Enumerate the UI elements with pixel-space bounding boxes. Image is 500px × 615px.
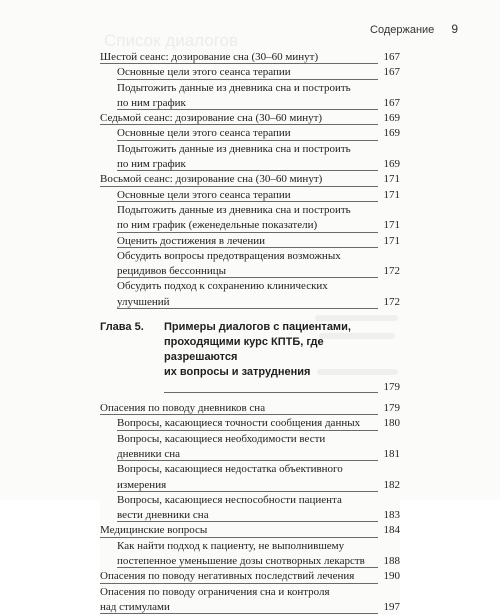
dot-leader (100, 63, 378, 64)
toc-entry (100, 218, 400, 233)
toc-entry-text: Вопросы, касающиеся недостатка объективного (117, 463, 343, 476)
toc-entry-text: дневники сна (117, 447, 180, 460)
toc-entry-page: 169 (383, 127, 400, 140)
toc-entry (100, 65, 400, 80)
toc-entry-text: Основные цели этого сеанса терапии (117, 188, 291, 201)
toc-entry-text: над стимулами (100, 600, 170, 613)
toc-entry-text: Вопросы, касающиеся неспособности пациента (117, 493, 342, 506)
toc-entry-page: 197 (383, 600, 400, 613)
dot-leader (117, 277, 378, 278)
dot-leader (100, 124, 378, 125)
dot-leader (117, 247, 378, 248)
toc-entry-text: Как найти подход к пациенту, не выполнившему (117, 539, 345, 552)
toc-entry-page: 180 (383, 417, 400, 430)
toc-entry (100, 600, 400, 615)
chapter-page-number: 179 (383, 381, 400, 394)
running-head (370, 22, 458, 37)
chapter-page-row (164, 380, 400, 395)
dot-leader (117, 140, 378, 141)
toc-entry (100, 172, 400, 187)
dot-leader (100, 613, 378, 614)
toc-entry-text: Подытожить данные из дневника сна и построить (117, 81, 351, 94)
toc-entry (100, 416, 400, 431)
chapter-label: Глава 5. (100, 321, 144, 334)
toc-entry-text: рецидивов бессонницы (117, 265, 227, 278)
ghost-heading: Список диалогов (104, 31, 239, 50)
dot-leader (117, 170, 378, 171)
toc-entry (100, 432, 400, 447)
toc-entry (100, 157, 400, 172)
dot-leader (117, 308, 378, 309)
toc-entry (100, 539, 400, 554)
dot-leader (100, 537, 378, 538)
toc-entry (100, 462, 400, 477)
toc-entry-page: 171 (383, 219, 400, 232)
toc-entry-text: Медицинские вопросы (100, 524, 208, 537)
toc-entry-page: 179 (383, 402, 400, 415)
toc-entry-text: Основные цели этого сеанса терапии (117, 66, 291, 79)
dot-leader (117, 521, 378, 522)
toc-entry-text: Шестой сеанс: дозирование сна (30–60 минут) (100, 51, 319, 63)
toc-entry (100, 478, 400, 493)
toc-entry (100, 234, 400, 249)
toc-entry-text: по ним график (117, 158, 186, 171)
toc-entry-text: Основные цели этого сеанса терапии (117, 127, 291, 140)
toc-entry-page: 172 (383, 265, 400, 278)
toc-entry-page: 183 (383, 509, 400, 522)
toc-entry (100, 81, 400, 96)
dot-leader (100, 414, 378, 415)
toc-entry-text: Вопросы, касающиеся точности сообщения данных (117, 417, 361, 430)
dot-leader (117, 460, 378, 461)
toc-entry-page: 167 (383, 51, 400, 63)
toc-entry (100, 447, 400, 462)
dot-leader (100, 583, 378, 584)
toc-entry-page: 190 (383, 570, 400, 583)
toc-entry (100, 96, 400, 111)
toc-entry-page: 184 (383, 524, 400, 537)
toc-entry (100, 264, 400, 279)
chapter-title-line: Примеры диалогов с пациентами, (164, 321, 351, 334)
toc-entry-text: измерения (117, 478, 167, 491)
toc-sections-after (100, 401, 400, 615)
toc-entry-page: 171 (383, 188, 400, 201)
toc-entry (100, 279, 400, 310)
toc-sections-before (100, 50, 400, 310)
toc-entry (100, 401, 400, 416)
toc-entry (100, 142, 400, 157)
toc-entry-text: Обсудить вопросы предотвращения возможных (117, 249, 341, 262)
running-head-title: Содержание (370, 24, 435, 36)
toc-entry-text: Оценить достижения в лечении (117, 234, 266, 247)
toc-entry-page: 172 (383, 295, 400, 308)
dot-leader (117, 430, 378, 431)
toc-entry-text: Опасения по поводу негативных последствий лечения (100, 570, 355, 583)
toc-entry-text: Седьмой сеанс: дозирование сна (30–60 минут) (100, 112, 323, 125)
toc-entry (100, 249, 400, 264)
chapter-title-line: их вопросы и затруднения (164, 366, 311, 379)
toc-entry-text: Подытожить данные из дневника сна и построить (117, 142, 351, 155)
toc-entry-page: 167 (383, 66, 400, 79)
toc-entry-page: 169 (383, 158, 400, 171)
toc-entry (100, 554, 400, 569)
toc-entry (100, 188, 400, 203)
dot-leader (117, 201, 378, 202)
toc-entry-text: Восьмой сеанс: дозирование сна (30–60 минут) (100, 173, 323, 186)
dot-leader (100, 186, 378, 187)
table-of-contents (100, 50, 400, 615)
dot-leader (117, 109, 378, 110)
toc-entry-text: по ним график (еженедельные показатели) (117, 219, 318, 232)
toc-entry-text: Опасения по поводу дневников сна (100, 402, 266, 415)
toc-entry-text: Обсудить подход к сохранению клинических улучшений (117, 280, 328, 308)
toc-entry-page: 169 (383, 112, 400, 125)
toc-entry-text: Опасения по поводу ограничения сна и контроля (100, 585, 330, 598)
toc-entry (100, 111, 400, 126)
toc-entry (100, 126, 400, 141)
chapter-heading (100, 320, 400, 395)
toc-entry-page: 181 (383, 447, 400, 460)
toc-entry (100, 585, 400, 600)
toc-entry-page: 171 (383, 234, 400, 247)
chapter-title-line: проходящими курс КПТБ, где разрешаются (164, 336, 324, 364)
dot-leader (117, 232, 378, 233)
toc-entry (100, 493, 400, 508)
toc-entry (100, 569, 400, 584)
toc-entry-page: 182 (383, 478, 400, 491)
toc-entry (100, 523, 400, 538)
toc-entry-page: 188 (383, 555, 400, 568)
toc-entry-text: Вопросы, касающиеся необходимости вести (117, 432, 326, 445)
toc-entry-page: 167 (383, 96, 400, 109)
dot-leader (164, 392, 378, 393)
toc-entry-text: Подытожить данные из дневника сна и построить (117, 203, 351, 216)
toc-entry (100, 50, 400, 65)
dot-leader (117, 567, 378, 568)
toc-entry-text: вести дневники сна (117, 509, 209, 522)
dot-leader (117, 79, 378, 80)
toc-entry (100, 203, 400, 218)
toc-entry (100, 508, 400, 523)
toc-entry-text: по ним график (117, 96, 186, 109)
toc-entry-text: постепенное уменьшение дозы снотворных лекарств (117, 555, 365, 568)
page-number: 9 (451, 22, 458, 36)
toc-entry-page: 171 (383, 173, 400, 186)
